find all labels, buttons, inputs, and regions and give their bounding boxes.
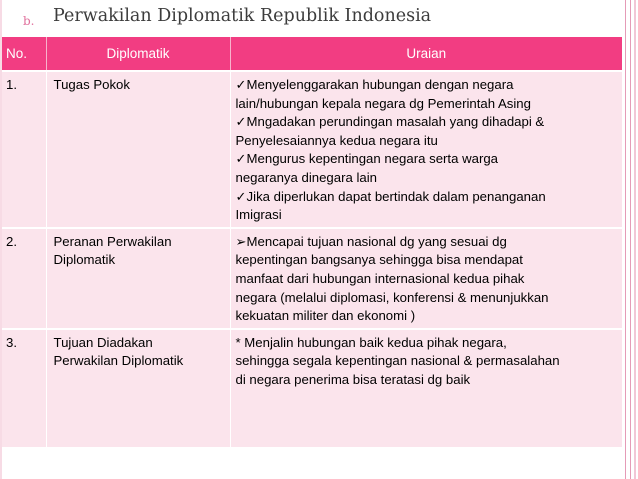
cell-text-line: negaranya dinegara lain [235,169,378,185]
cell-uraian [230,329,622,447]
list-marker: b. [23,14,35,28]
table-row [2,71,622,228]
cell-no: 2. [2,228,46,329]
cell-no: 3. [2,329,46,447]
cell-text-line: Penyelesaiannya kedua negara itu [235,132,438,148]
right-border-line [634,0,636,479]
cell-text-line: Tugas Pokok [53,77,130,92]
cell-text-line: Perwakilan Diplomatik [53,353,184,369]
cell-text-line: * Menjalin hubungan baik kedua pihak negara, [235,334,507,350]
cell-text-line: ✓Mengurus kepentingan negara serta warga [235,151,499,167]
right-border-line [625,0,626,479]
slide-title: Perwakilan Diplomatik Republik Indonesia [53,6,432,26]
cell-text-line: lain/hubungan kepala negara dg Pemerintah Asing [235,95,531,111]
cell-text-line: ✓Menyelenggarakan hubungan dengan negara [235,77,514,92]
table-row [2,329,622,447]
cell-diplomatik [46,71,230,228]
slide-heading [0,6,620,36]
cell-text-line: Imigrasi [235,207,282,223]
cell-text-line: manfaat dari hubungan internasional kedua pihak [235,270,525,286]
cell-text-line: kekuatan militer dan ekonomi ) [235,308,416,324]
diplomatic-table [2,37,622,447]
cell-text-line: Peranan Perwakilan [53,233,172,249]
cell-uraian [230,71,622,228]
table-row [2,228,622,329]
table-header-row [2,37,622,71]
cell-diplomatik [46,329,230,447]
cell-text-line: sehingga segala kepentingan nasional & permasalahan [235,353,560,369]
cell-diplomatik [46,228,230,329]
cell-uraian [230,228,622,329]
cell-text-line: kepentingan bangsanya sehingga bisa mendapat [235,252,523,268]
cell-text-line: di negara penerima bisa teratasi dg baik [235,371,471,387]
cell-text-line: ✓Mngadakan perundingan masalah yang dihadapi & [235,114,545,130]
header-diplomatik: Diplomatik [46,37,230,71]
cell-text-line: Diplomatik [53,252,116,268]
cell-text-line: ✓Jika diperlukan dapat bertindak dalam penanganan [235,188,546,204]
right-border-line [630,0,631,479]
header-no: No. [2,37,46,71]
cell-text-line: Tujuan Diadakan [53,334,153,350]
cell-no: 1. [2,71,46,228]
header-uraian: Uraian [230,37,622,71]
cell-text-line: ➢Mencapai tujuan nasional dg yang sesuai dg [235,233,507,249]
cell-text-line: negara (melalui diplomasi, konferensi & menunjukkan [235,289,549,305]
